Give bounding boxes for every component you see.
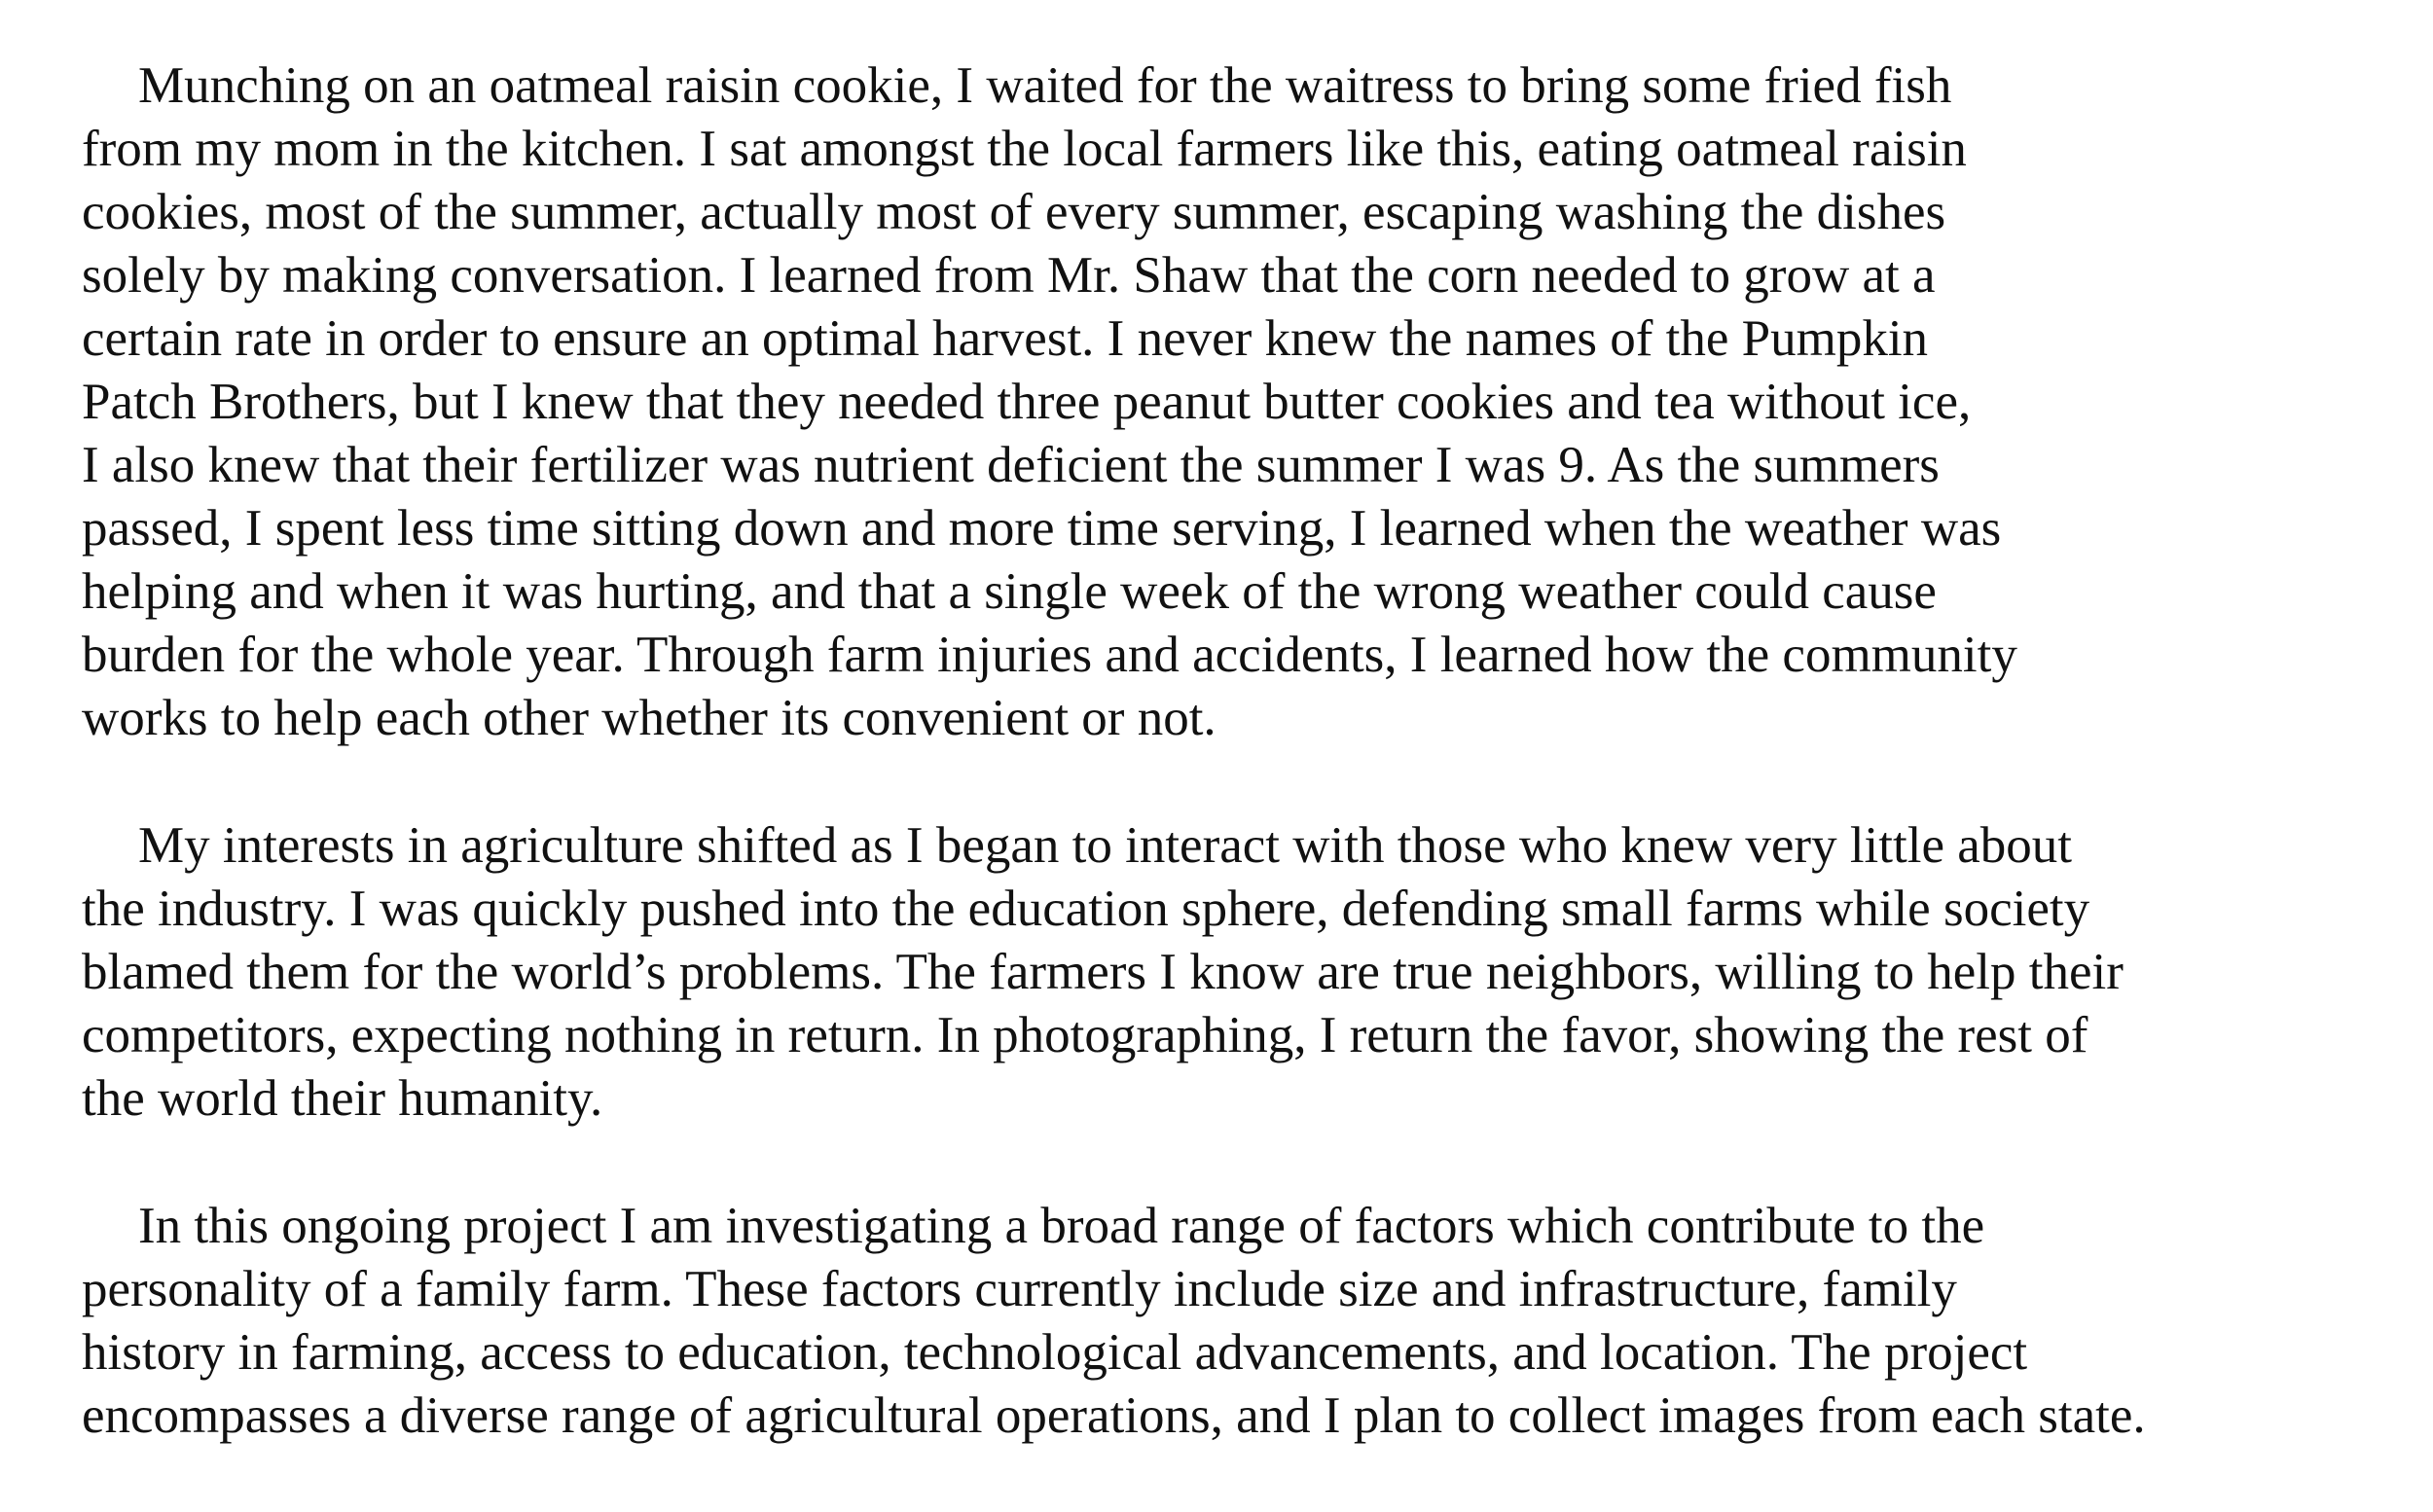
text-line: Munching on an oatmeal raisin cookie, I waited for the waitress to bring some fried fish (138, 57, 1952, 114)
text-line: from my mom in the kitchen. I sat amongst the local farmers like this, eating oatmeal raisin (82, 121, 1967, 177)
paragraph-3 (82, 1195, 2398, 1448)
document-body (82, 54, 2398, 1512)
text-line: helping and when it was hurting, and that a single week of the wrong weather could cause (82, 563, 1937, 620)
text-line: passed, I spent less time sitting down and more time serving, I learned when the weather was (82, 500, 2002, 557)
text-line: burden for the whole year. Through farm injuries and accidents, I learned how the community (82, 627, 2017, 683)
text-line: the world their humanity. (82, 1070, 603, 1127)
text-line: encompasses a diverse range of agricultural operations, and I plan to collect images from each state. (82, 1387, 2146, 1444)
paragraph-1 (82, 54, 2398, 750)
text-line: history in farming, access to education, technological advancements, and location. The project (82, 1324, 2028, 1381)
text-line: works to help each other whether its convenient or not. (82, 690, 1216, 746)
text-line: solely by making conversation. I learned from Mr. Shaw that the corn needed to grow at a (82, 247, 1936, 304)
text-line: Patch Brothers, but I knew that they needed three peanut butter cookies and tea without ice, (82, 374, 1972, 430)
text-line: blamed them for the world’s problems. The farmers I know are true neighbors, willing to help their (82, 944, 2124, 1000)
text-line: certain rate in order to ensure an optimal harvest. I never knew the names of the Pumpkin (82, 310, 1929, 367)
text-line: I also knew that their fertilizer was nutrient deficient the summer I was 9. As the summers (82, 437, 1940, 493)
text-line: In this ongoing project I am investigating a broad range of factors which contribute to the (138, 1198, 1985, 1254)
text-line: the industry. I was quickly pushed into the education sphere, defending small farms while society (82, 881, 2090, 937)
paragraph-2 (82, 814, 2398, 1131)
text-line: My interests in agriculture shifted as I began to interact with those who knew very little about (138, 817, 2072, 874)
text-line: personality of a family farm. These factors currently include size and infrastructure, family (82, 1261, 1957, 1317)
text-line: cookies, most of the summer, actually most of every summer, escaping washing the dishes (82, 184, 1946, 240)
text-line: competitors, expecting nothing in return. In photographing, I return the favor, showing the rest of (82, 1007, 2088, 1063)
